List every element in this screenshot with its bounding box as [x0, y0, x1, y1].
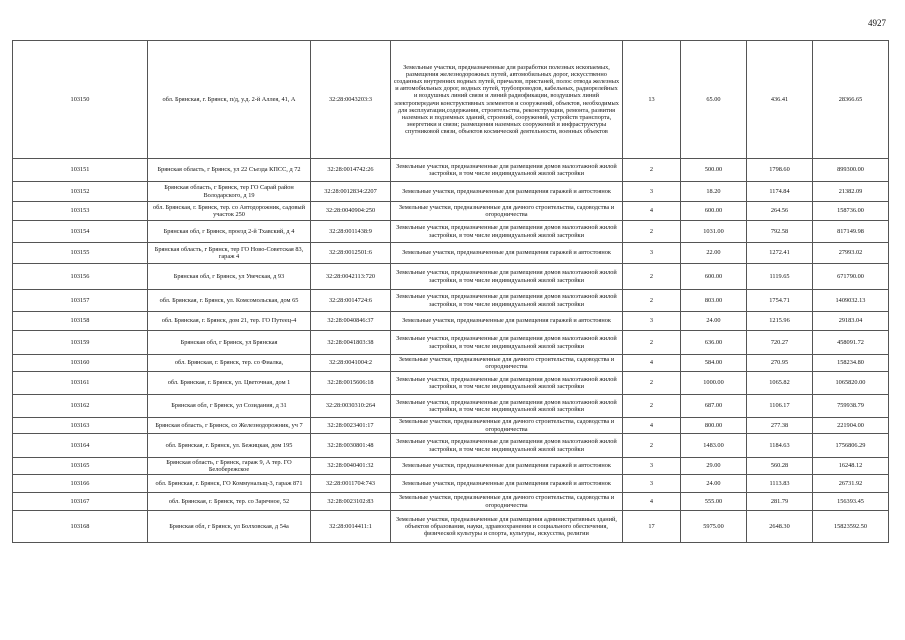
parcel-id-cell: 103167 [13, 493, 148, 511]
table-row [13, 312, 889, 331]
cadastral-value-cell: 1065820.00 [813, 372, 889, 395]
cadastral-value-cell: 221904.00 [813, 418, 889, 434]
cadastral-value-cell: 158736.00 [813, 202, 889, 221]
use-group-cell: 2 [623, 264, 681, 290]
cadastral-number-cell: 32:28:0014742:26 [311, 159, 391, 182]
address-cell: обл. Брянская, г. Брянск, дом 21, тер. ГО Путеец-4 [148, 312, 311, 331]
area-cell: 687.00 [681, 395, 747, 418]
table-row [13, 202, 889, 221]
table-row [13, 418, 889, 434]
address-cell: Брянская обл, г Брянск, ул Созидания, д 31 [148, 395, 311, 418]
table-row [13, 458, 889, 475]
address-cell: Брянская область, г Брянск, ул 22 Съезда КПСС, д 72 [148, 159, 311, 182]
table-row [13, 182, 889, 202]
cadastral-value-cell: 759938.79 [813, 395, 889, 418]
specific-cadastral-value-cell: 264.56 [747, 202, 813, 221]
area-cell: 29.00 [681, 458, 747, 475]
parcel-id-cell: 103162 [13, 395, 148, 418]
use-group-cell: 13 [623, 41, 681, 159]
area-cell: 65.00 [681, 41, 747, 159]
address-cell: обл. Брянская, г. Брянск, п/д, у.д. 2-й Аллея, 41, А [148, 41, 311, 159]
use-group-cell: 2 [623, 395, 681, 418]
cadastral-number-cell: 32:28:0012834:2207 [311, 182, 391, 202]
use-group-cell: 2 [623, 434, 681, 458]
cadastral-value-cell: 1756806.29 [813, 434, 889, 458]
cadastral-value-cell: 29183.04 [813, 312, 889, 331]
specific-cadastral-value-cell: 1174.84 [747, 182, 813, 202]
cadastral-value-cell: 1409032.13 [813, 290, 889, 312]
cadastral-number-cell: 32:28:0041803:38 [311, 331, 391, 355]
specific-cadastral-value-cell: 1272.41 [747, 243, 813, 264]
use-group-cell: 2 [623, 290, 681, 312]
cadastral-value-cell: 156393.45 [813, 493, 889, 511]
cadastral-number-cell: 32:28:0041004:2 [311, 355, 391, 372]
table-row [13, 41, 889, 159]
use-group-cell: 4 [623, 355, 681, 372]
specific-cadastral-value-cell: 1113.83 [747, 475, 813, 493]
address-cell: Брянская область, г Брянск, тер ГО Ново-Советская 83, гараж 4 [148, 243, 311, 264]
table-row [13, 372, 889, 395]
cadastral-value-cell: 27993.02 [813, 243, 889, 264]
cadastral-value-cell: 21382.09 [813, 182, 889, 202]
specific-cadastral-value-cell: 270.95 [747, 355, 813, 372]
address-cell: обл. Брянская, г. Брянск, тер. со Заречное, 52 [148, 493, 311, 511]
use-group-cell: 17 [623, 511, 681, 543]
address-cell: Брянская обл, г Брянск, ул Болховская, д 54а [148, 511, 311, 543]
address-cell: обл. Брянская, г. Брянск, тер. со Автодорожник, садовый участок 250 [148, 202, 311, 221]
specific-cadastral-value-cell: 1754.71 [747, 290, 813, 312]
table-row [13, 264, 889, 290]
table-row [13, 395, 889, 418]
area-cell: 800.00 [681, 418, 747, 434]
cadastral-number-cell: 32:28:0040846:37 [311, 312, 391, 331]
specific-cadastral-value-cell: 2648.30 [747, 511, 813, 543]
cadastral-value-cell: 26731.92 [813, 475, 889, 493]
land-use-description-cell: Земельные участки, предназначенные для размещения домов малоэтажной жилой застройки, в том числе индивидуальной жилой застройки [391, 395, 623, 418]
use-group-cell: 3 [623, 182, 681, 202]
land-use-description-cell: Земельные участки, предназначенные для размещения домов малоэтажной жилой застройки, в том числе индивидуальной жилой застройки [391, 290, 623, 312]
specific-cadastral-value-cell: 1119.65 [747, 264, 813, 290]
parcel-id-cell: 103154 [13, 221, 148, 243]
address-cell: обл. Брянская, г. Брянск, ул. Цветочная, дом 1 [148, 372, 311, 395]
address-cell: обл. Брянская, г. Брянск, ул. Бежицкая, дом 195 [148, 434, 311, 458]
area-cell: 803.00 [681, 290, 747, 312]
address-cell: Брянская обл, г Брянск, ул Брянская [148, 331, 311, 355]
specific-cadastral-value-cell: 1215.96 [747, 312, 813, 331]
land-use-description-cell: Земельные участки, предназначенные для размещения домов малоэтажной жилой застройки, в том числе индивидуальной жилой застройки [391, 372, 623, 395]
use-group-cell: 2 [623, 221, 681, 243]
parcel-id-cell: 103153 [13, 202, 148, 221]
page-number: 4927 [868, 18, 886, 28]
parcel-id-cell: 103166 [13, 475, 148, 493]
parcel-id-cell: 103164 [13, 434, 148, 458]
parcel-id-cell: 103155 [13, 243, 148, 264]
area-cell: 500.00 [681, 159, 747, 182]
parcel-id-cell: 103151 [13, 159, 148, 182]
land-use-description-cell: Земельные участки, предназначенные для размещения гаражей и автостоянок [391, 475, 623, 493]
land-use-description-cell: Земельные участки, предназначенные для дачного строительства, садоводства и огородничества [391, 202, 623, 221]
parcel-id-cell: 103160 [13, 355, 148, 372]
use-group-cell: 2 [623, 331, 681, 355]
cadastral-number-cell: 32:28:0023102:83 [311, 493, 391, 511]
land-use-description-cell: Земельные участки, предназначенные для размещения гаражей и автостоянок [391, 312, 623, 331]
cadastral-value-cell: 15823592.50 [813, 511, 889, 543]
land-use-description-cell: Земельные участки, предназначенные для размещения административных зданий, объектов образования, науки, здравоохранения и социального обеспечения, физической культуры и спорта, культуры, искусства, религии [391, 511, 623, 543]
use-group-cell: 4 [623, 202, 681, 221]
area-cell: 1000.00 [681, 372, 747, 395]
cadastral-number-cell: 32:28:0023401:17 [311, 418, 391, 434]
land-use-description-cell: Земельные участки, предназначенные для размещения домов малоэтажной жилой застройки, в том числе индивидуальной жилой застройки [391, 221, 623, 243]
table-row [13, 434, 889, 458]
specific-cadastral-value-cell: 281.79 [747, 493, 813, 511]
table-row [13, 331, 889, 355]
specific-cadastral-value-cell: 1184.63 [747, 434, 813, 458]
specific-cadastral-value-cell: 560.28 [747, 458, 813, 475]
cadastral-value-cell: 458091.72 [813, 331, 889, 355]
land-use-description-cell: Земельные участки, предназначенные для размещения гаражей и автостоянок [391, 182, 623, 202]
cadastral-number-cell: 32:28:0042113:720 [311, 264, 391, 290]
land-registry-table [12, 40, 889, 543]
area-cell: 584.00 [681, 355, 747, 372]
address-cell: обл. Брянская, г. Брянск, тер. со Фиалка, [148, 355, 311, 372]
address-cell: Брянская обл, г Брянск, ул Увечская, д 93 [148, 264, 311, 290]
specific-cadastral-value-cell: 792.58 [747, 221, 813, 243]
area-cell: 24.00 [681, 475, 747, 493]
parcel-id-cell: 103159 [13, 331, 148, 355]
land-use-description-cell: Земельные участки, предназначенные для дачного строительства, садоводства и огородничества [391, 493, 623, 511]
area-cell: 24.00 [681, 312, 747, 331]
parcel-id-cell: 103150 [13, 41, 148, 159]
area-cell: 5975.00 [681, 511, 747, 543]
land-use-description-cell: Земельные участки, предназначенные для дачного строительства, садоводства и огородничества [391, 418, 623, 434]
cadastral-number-cell: 32:28:0015606:18 [311, 372, 391, 395]
cadastral-value-cell: 817149.98 [813, 221, 889, 243]
registry-body [13, 41, 889, 543]
area-cell: 600.00 [681, 202, 747, 221]
specific-cadastral-value-cell: 1798.60 [747, 159, 813, 182]
parcel-id-cell: 103161 [13, 372, 148, 395]
cadastral-number-cell: 32:28:0014724:6 [311, 290, 391, 312]
specific-cadastral-value-cell: 436.41 [747, 41, 813, 159]
parcel-id-cell: 103163 [13, 418, 148, 434]
area-cell: 600.00 [681, 264, 747, 290]
land-use-description-cell: Земельные участки, предназначенные для размещения гаражей и автостоянок [391, 243, 623, 264]
cadastral-number-cell: 32:28:0014411:1 [311, 511, 391, 543]
land-use-description-cell: Земельные участки, предназначенные для размещения домов малоэтажной жилой застройки, в том числе индивидуальной жилой застройки [391, 159, 623, 182]
address-cell: Брянская область, г Брянск, тер ГО Сарай район Володарского, д 19 [148, 182, 311, 202]
parcel-id-cell: 103152 [13, 182, 148, 202]
parcel-id-cell: 103168 [13, 511, 148, 543]
address-cell: Брянская обл, г Брянск, проезд 2-й Тхавский, д 4 [148, 221, 311, 243]
land-use-description-cell: Земельные участки, предназначенные для размещения домов малоэтажной жилой застройки, в том числе индивидуальной жилой застройки [391, 264, 623, 290]
area-cell: 18.20 [681, 182, 747, 202]
table-row [13, 159, 889, 182]
cadastral-number-cell: 32:28:0012501:6 [311, 243, 391, 264]
cadastral-value-cell: 28366.65 [813, 41, 889, 159]
land-use-description-cell: Земельные участки, предназначенные для разработки полезных ископаемых, размещения железнодорожных путей, автомобильных дорог, искусственно созданных внутренних водных путей, причалов, пристаней, полос отвода железных и автомобильных дорог, водных путей, трубопроводов, кабельных, радиорелейных и воздушных линий связи и линий радиофикации, воздушных линий электропередачи конструктивных элементов и сооружений, объектов, необходимых для эксплуатации,содержания, строительства, реконструкции, ремонта, развития наземных и подземных зданий, строений, сооружений, устройств транспорта, энергетики и связи; размещения наземных сооружений и инфраструктуры спутниковой связи, объектов космической деятельности, военных объектов [391, 41, 623, 159]
parcel-id-cell: 103156 [13, 264, 148, 290]
parcel-id-cell: 103157 [13, 290, 148, 312]
cadastral-number-cell: 32:28:0011438:9 [311, 221, 391, 243]
specific-cadastral-value-cell: 277.38 [747, 418, 813, 434]
land-use-description-cell: Земельные участки, предназначенные для размещения гаражей и автостоянок [391, 458, 623, 475]
cadastral-value-cell: 899300.00 [813, 159, 889, 182]
area-cell: 636.00 [681, 331, 747, 355]
cadastral-value-cell: 16248.12 [813, 458, 889, 475]
area-cell: 1031.00 [681, 221, 747, 243]
cadastral-value-cell: 158234.80 [813, 355, 889, 372]
specific-cadastral-value-cell: 720.27 [747, 331, 813, 355]
table-row [13, 221, 889, 243]
use-group-cell: 3 [623, 243, 681, 264]
area-cell: 22.00 [681, 243, 747, 264]
parcel-id-cell: 103165 [13, 458, 148, 475]
use-group-cell: 4 [623, 493, 681, 511]
cadastral-number-cell: 32:28:0030310:264 [311, 395, 391, 418]
area-cell: 1483.00 [681, 434, 747, 458]
use-group-cell: 2 [623, 159, 681, 182]
address-cell: Брянская область, г Брянск, со Железнодорожник, уч 7 [148, 418, 311, 434]
parcel-id-cell: 103158 [13, 312, 148, 331]
address-cell: обл. Брянская, г. Брянск, ул. Комсомольская, дом 65 [148, 290, 311, 312]
cadastral-value-cell: 671790.00 [813, 264, 889, 290]
use-group-cell: 2 [623, 372, 681, 395]
cadastral-number-cell: 32:28:0030801:48 [311, 434, 391, 458]
table-row [13, 355, 889, 372]
specific-cadastral-value-cell: 1106.17 [747, 395, 813, 418]
cadastral-number-cell: 32:28:0011704:743 [311, 475, 391, 493]
cadastral-number-cell: 32:28:0043203:3 [311, 41, 391, 159]
table-row [13, 511, 889, 543]
cadastral-number-cell: 32:28:0040401:32 [311, 458, 391, 475]
table-row [13, 290, 889, 312]
table-row [13, 475, 889, 493]
address-cell: обл. Брянская, г. Брянск, ГО Коммунальщ-3, гараж 871 [148, 475, 311, 493]
address-cell: Брянская область, г Брянск, гараж 9, А тер. ГО Белобережское [148, 458, 311, 475]
land-use-description-cell: Земельные участки, предназначенные для размещения домов малоэтажной жилой застройки, в том числе индивидуальной жилой застройки [391, 434, 623, 458]
use-group-cell: 4 [623, 418, 681, 434]
table-row [13, 243, 889, 264]
cadastral-number-cell: 32:28:0040904:250 [311, 202, 391, 221]
use-group-cell: 3 [623, 312, 681, 331]
land-use-description-cell: Земельные участки, предназначенные для дачного строительства, садоводства и огородничества [391, 355, 623, 372]
area-cell: 555.00 [681, 493, 747, 511]
specific-cadastral-value-cell: 1065.82 [747, 372, 813, 395]
use-group-cell: 3 [623, 458, 681, 475]
use-group-cell: 3 [623, 475, 681, 493]
table-row [13, 493, 889, 511]
land-use-description-cell: Земельные участки, предназначенные для размещения домов малоэтажной жилой застройки, в том числе индивидуальной жилой застройки [391, 331, 623, 355]
